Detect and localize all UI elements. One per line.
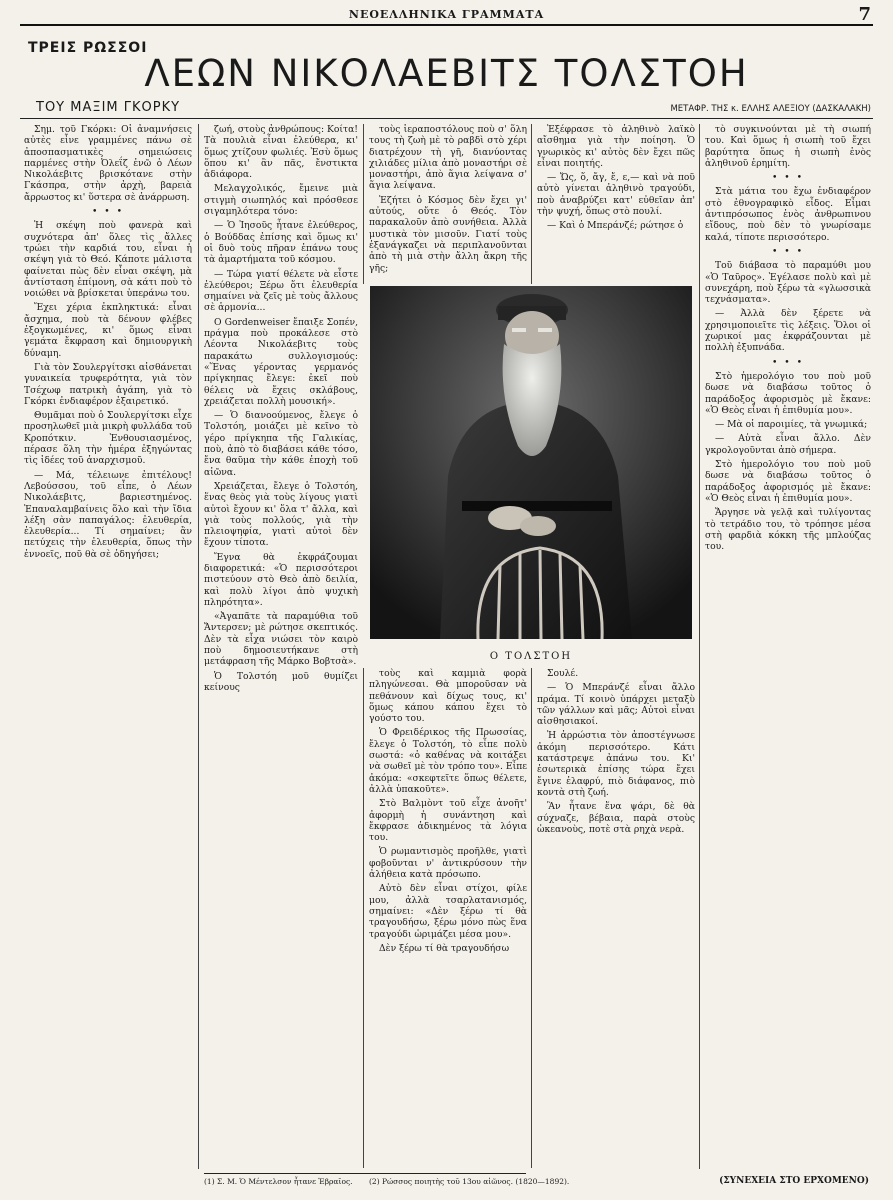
footnote-2: (2) Ρώσσος ποιητὴς τοῦ 13ου αἰῶνος. (1820—1892). <box>369 1177 570 1186</box>
paragraph: Σημ. τοῦ Γκόρκι: Οἱ ἀναμνήσεις αὐτὲς εἶνε γραμμένες πάνω σὲ ἀποσπασματικὲς σημειώσεις παρμένες στὴν Ὀλεΐζ ἐνῶ ὁ Λέων Νικολάεβιτς βρισκότανε στὴν Γκάσπρα, στὴν ἀρχὴ, βαρειὰ ἄρρωστος κι' ὕστερα σὲ ἀνάρρωση. <box>24 124 192 203</box>
column-rule <box>531 668 532 1168</box>
paragraph: ζωή, στοὺς ἀνθρώπους: Κοίτα! Τὰ πουλιὰ εἶναι ἐλεύθερα, κι' ὅμως χτίζουν φωλιές. Ἐσὺ ὅμως ὅπου κι' ἂν πᾶς, ἔνστικτα ἀδιάφορα. <box>204 124 358 181</box>
paragraph: Αὐτὸ δὲν εἶναι στίχοι, φίλε μου, ἀλλὰ τσαρλατανισμός, σημαίνει: «Δὲν ξέρω τί θὰ τραγουδήσω, ξέρω μόνο πὼς ἕνα τραγούδι ὡριμάζει μέσα μου». <box>369 883 527 940</box>
series-kicker: ΤΡΕΙΣ ΡΩΣΣΟΙ <box>28 40 148 56</box>
column-4-top <box>537 124 695 280</box>
portrait-illustration <box>370 286 692 639</box>
paragraph: Ἐζήτει ὁ Κόσμος δὲν ἔχει γι' αὐτούς, οὔτε ὁ Θεός. Τὸν παρακαλοῦν ἀπὸ συνήθεια. Ἀλλὰ μυστικὰ τὸν μισοῦν. Γιατί τοὺς ἐξανάγκαζει νὰ περιπλανοῦνται ἀπὸ τὴ μιὰ στὴν ἄλλη ἄκρη τῆς γῆς; <box>369 194 527 274</box>
column-3-bottom <box>369 668 527 1166</box>
paragraph: Θυμᾶμαι ποὺ ὁ Σουλεργίτσκι εἶχε προσηλωθεῖ μιὰ μικρὴ φυλλάδα τοῦ Κροπότκιν. Ἐνθουσιασμένος, πέρασε ὅλη τὴν ἡμέρα ἐξηγώντας τὶς ἰδέες τοῦ ἀναρχισμοῦ. <box>24 410 192 467</box>
paragraph: Ἡ ἀρρώστια τὸν ἀποστέγνωσε ἀκόμη περισσότερο. Κάτι κατάστρεψε ἀπάνω του. Κι' ἐσωτερικὰ ἐπίσης τώρα ἔχει ἔγινε ἐλαφρύ, πιὸ διάφανος, πιὸ κοντὰ στὴ ζωή. <box>537 730 695 798</box>
footnote-rule <box>204 1173 526 1174</box>
paragraph: Σουλέ. <box>547 668 579 679</box>
column-1 <box>24 124 192 1168</box>
paragraph: — Ὁ Μπεράνζέ εἶναι ἄλλο πράμα. Τί κοινὸ ὑπάρχει μεταξὺ τῶν γάλλων καὶ μᾶς; Αὐτοὶ εἶναι αἰσθησιακοί. <box>537 682 695 728</box>
paragraph: — Μὰ οἱ παροιμίες, τὰ γνωμικά; <box>715 419 868 431</box>
column-rule <box>699 124 700 1169</box>
paragraph: Μελαγχολικός, ἔμεινε μιὰ στιγμὴ σιωπηλός καὶ πρόσθεσε σιγαμηλότερα τόνο: <box>204 183 358 218</box>
section-divider: • • • <box>771 172 805 184</box>
paragraph: Δὲν ξέρω τί θὰ τραγουδήσω <box>379 942 510 954</box>
column-2 <box>204 124 358 1168</box>
column-4-bottom <box>537 668 695 1166</box>
section-divider: • • • <box>771 356 805 368</box>
article-headline: ΛΕΩΝ ΝΙΚΟΛΑΕΒΙΤΣ ΤΟΛΣΤΟΗ <box>144 52 749 95</box>
tolstoy-portrait-photo <box>370 286 692 639</box>
paragraph: Στὰ μάτια του ἔχω ἐνδιαφέρον στὸ ἐθνογραφικὸ εἶδος. Εἶμαι ἀντιπρόσωπος ἑνὸς ἀνθρωπινου εἴδους, ποὺ δὲν τὸ γνωρίσαμε καλά, τίποτε περισσότερο. <box>705 186 871 243</box>
masthead <box>20 6 873 26</box>
column-5 <box>705 124 871 1168</box>
paragraph: — Μά, τέλειωνε ἐπιτέλους! Λεβούσσου, τοῦ εἶπε, ὁ Λέων Νικολάεβιτς, βαριεστημένος. Ἐπαναλαμβαίνεις ὅλο καὶ τὴν ἴδια λέξη σὰν παπαγάλος: ἐλευθερία, ἐλευθερία... Τί σημαίνει; ἂν πετύχεις τὴν ἐλευθερία, ὅπως τὴν ἐννοεῖς, ποῦ θὰ σὲ ὁδηγήσει; <box>24 469 192 560</box>
translator-byline: ΜΕΤΑΦΡ. ΤΗΣ κ. ΕΛΛΗΣ ΑΛΕΞΙΟΥ (ΔΑΣΚΑΛΑΚΗ) <box>670 104 871 114</box>
paragraph: Στὸ Βαλμὸντ τοῦ εἶχε ἀνοῆτ' ἀφορμὴ ἡ συνάντηση καὶ ἔκφρασε ἀδικημένος τὰ λόγια του. <box>369 798 527 844</box>
section-divider: • • • <box>91 206 125 218</box>
paragraph: Ἄργησε νὰ γελᾷ καὶ τυλίγοντας τὸ τετράδιο του, τὸ τρόπησε μέσα στὴ φαρδιὰ κόκκη τῆς μπλούζας του. <box>705 507 871 553</box>
photo-caption: Ο ΤΟΛΣΤΟΗ <box>489 651 573 662</box>
paragraph: Τοῦ διάβασα τὸ παραμύθι μου «Ὁ Ταῦρος». Ἐγέλασε πολὺ καὶ μὲ συνεχάρη, ποὺ ξέρω τὰ «γλωσσικὰ τεχνάσματα». <box>705 260 871 306</box>
paragraph: Ο Gordenweiser ἔπαιξε Σοπέν, πράγμα ποὺ προκάλεσε στὸ Λέοντα Νικολάεβιτς τοὺς παρακάτω συλλογισμούς: «Ἕνας γέροντας γερμανός πρίγκηπας ἔλεγε: ἐκεῖ ποὺ θέλεις νὰ ἔχεις σκλάβους, χρειάζεται πολλὴ μουσική». <box>204 316 358 407</box>
paragraph: — Τώρα γιατί θέλετε νὰ εἶστε ἐλεύθεροι; Ξέρω ὅτι ἐλευθερία σημαίνει νὰ ζεῖς μὲ τοὺς ἄλλους σὲ ἁρμονία... <box>204 268 358 314</box>
section-divider: • • • <box>771 245 805 257</box>
header-rule <box>20 118 873 119</box>
paragraph: Ἡ σκέψη ποὺ φανερὰ καὶ συχνότερα ἀπ' ὅλες τὶς ἄλλες τρώει τὴν καρδιά του, εἶναι ἡ σκέψη γιὰ τὸ Θεό. Κάποτε μάλιστα φαίνεται πὼς δὲν εἶναι σκέψη, μὰ ἀντίσταση ἐπίμονη, σὰ κάτι ποὺ τὸ νοιώθει νὰ βρίσκεται ὑπεράνω του. <box>24 220 192 300</box>
column-rule <box>531 124 532 284</box>
footnote-1: (1) Σ. Μ. Ὁ Μέντελσον ἦτανε Ἑβραῖος. <box>204 1177 353 1186</box>
paragraph: — Καὶ ὁ Μπεράνζέ; ρώτησε ὁ <box>547 220 684 232</box>
column-rule <box>198 124 199 1169</box>
paragraph: Ἂν ἦτανε ἕνα ψάρι, δὲ θὰ σύχναζε, βέβαια, παρὰ στοὺς ὠκεανοὺς, ποτὲ στὰ ρηχὰ νερὰ. <box>537 801 695 835</box>
column-3-top <box>369 124 527 280</box>
paragraph: Χρειάζεται, ἔλεγε ὁ Τολστόη, ἕνας θεὸς γιὰ τοὺς λίγους γιατὶ αὐτοὶ ἔχουν κι' ὅλα τ' ἄλλα, καὶ γιὰ τοὺς πολλούς, γιὰ τὴν πλειοψηφία, γιατὶ αὐτοὶ δὲν ἔχουν τίποτα. <box>204 480 358 549</box>
paragraph: τοὺς καὶ καμμιὰ φορὰ πληγώνεσαι. Θὰ μποροῦσαν νὰ πεθάνουν καὶ δίχως τους, κι' ὅμως κάπου κάπου ἔχει τὸ γούστο του. <box>369 668 527 725</box>
page-number: 7 <box>858 4 871 25</box>
continued-notice: (ΣΥΝΕΧΕΙΑ ΣΤΟ ΕΡΧΟΜΕΝΟ) <box>719 1176 869 1186</box>
paragraph: Στὸ ἡμερολόγιο του ποὺ μοῦ δωσε νὰ διαβάσω τοῦτος ὁ παράδοξος ἀφορισμός μὲ ἔκανε: «Ὁ Θεὸς εἶναι ἡ ἐπιθυμία μου». <box>705 459 871 504</box>
paragraph: — Αὐτὰ εἶναι ἄλλο. Δὲν γκρολογοῦνται ἀπὸ σήμερα. <box>705 433 871 456</box>
paragraph: — Ὁ Ἰησοῦς ἦτανε ἐλεύθερος, ὁ Βούδδας ἐπίσης καὶ ὅμως κι' οἱ δυὸ τοὺς πῆραν ἐπάνω τους τὰ ἁμαρτήματα τοῦ κόσμου. <box>204 220 358 266</box>
paragraph: — Ὁ διανοούμενος, ἔλεγε ὁ Τολστόη, μοιάζει μὲ κεῖνο τὸ γέρο πρίγκηπα τῆς Γαλικίας, ποὺ, ἀπὸ τὸ διαβάσει κάθε τόσο, ἔνα θαῦμα τὴν κάθε ἐποχὴ τοῦ αἰῶνα. <box>204 410 358 478</box>
paragraph: «Ἀγαπᾶτε τὰ παραμύθια τοῦ Ἄντερσεν; μὲ ρώτησε σκεπτικός. Δὲν τὰ εἶχα νιώσει τὸν καιρὸ ποὺ δημοσιευτήκανε στὴ μετάφραση τῆς Μάρκο Βοβτσὰ». <box>204 611 358 668</box>
paragraph: Γιὰ τὸν Σουλεργίτσκι αἰσθάνεται γυναικεία τρυφερότητα, γιὰ τὸν Τσέχωφ πατρικὴ ἀγάπη, γιὰ τὸ Γκόρκι ἐνδιαφέρον ἐξαιρετικό. <box>24 361 192 407</box>
paragraph: Ὁ Φρειδέρικος τῆς Πρωσσίας, ἔλεγε ὁ Τολστόη, τὸ εἶπε πολὺ σωστά: «ὁ καθένας νὰ κοιτάξει νὰ σωθεῖ μὲ τὸν τρόπο του». Εἶπε ἀκόμα: «σκεφτεῖτε ὅπως θέλετε, ἀλλὰ ὑπακοῦτε». <box>369 727 527 795</box>
paragraph: τὸ συγκινούνται μὲ τὴ σιωπή του. Καὶ ὅμως ἡ σιωπὴ τοῦ ἔχει βαρύτητα ὅπως ἡ σιωπὴ ἑνὸς ἀληθινοῦ ἐρημίτη. <box>705 124 871 169</box>
author-byline: ΤΟΥ ΜΑΞΙΜ ΓΚΟΡΚΥ <box>36 100 181 115</box>
column-rule <box>363 124 364 284</box>
publication-name: ΝΕΟΕΛΛΗΝΙΚΑ ΓΡΑΜΜΑΤΑ <box>348 8 545 21</box>
column-rule <box>363 668 364 1168</box>
paragraph: Στὸ ἡμερολόγιο του ποὺ μοῦ δωσε νὰ διαβάσω τοῦτος ὁ παράδοξος ἀφορισμὸς μὲ ἔκανε: «Ὁ Θεὸς εἶναι ἡ ἐπιθυμία μου». <box>705 370 871 416</box>
paragraph: Ὁ Τολστόη μοῦ θυμίζει κείνους <box>204 670 358 693</box>
paragraph: Ἔγνα θὰ ἐκφράζουμαι διαφορετικά: «Ὁ περισσότεροι πιστεύουν στὸ Θεὸ ἀπὸ δειλία, καὶ πολὺ λίγοι ἀπὸ ψυχικὴ πληρότητα». <box>204 551 358 608</box>
paragraph: — Ἀλλὰ δὲν ξέρετε νὰ χρησιμοποιεῖτε τὶς λέξεις. Ὅλοι οἱ χωρικοί μας ἐκφράζουνται μὲ πολλὴ ἐξυπνάδα. <box>705 308 871 354</box>
paragraph: τοὺς ἱεραποστόλους ποὺ σ' ὅλη τους τὴ ζωὴ μὲ τὸ ραβδὶ στὸ χέρι διατρέχουν τὴ γῆ, διανύοντας χιλιάδες μίλια ἀπὸ μοναστήρι σὲ μοναστήρι, ἀπὸ ἅγια λείψανα σ' ἅγια λείψανα. <box>369 124 527 192</box>
paragraph: — Ὤς, ὅ, ἄγ, ἔ, ε,— καὶ νὰ ποῦ αὐτὸ γίνεται ἀληθινὸ τραγούδι, ποὺ ἀναβρύζει κατ' εὐθεῖαν ἀπ' τὴν ψυχή, ὅπως στὸ πουλί. <box>537 172 695 218</box>
paragraph: Ὁ ρωμαντισμὸς προῆλθε, γιατὶ φοβοῦνται ν' ἀντικρύσουν τὴν ἀλήθεια κατὰ πρόσωπο. <box>369 846 527 881</box>
paragraph: Ἐξέφρασε τὸ ἀληθινὸ λαϊκὸ αἴσθημα γιὰ τὴν ποίηση. Ὁ γνωρικὸς κι' αὐτὸς δὲν ἔχει πῶς εἶναι ποιητής. <box>537 124 695 169</box>
paragraph: Ἔχει χέρια ἐκπληκτικά: εἶναι ἄσχημα, ποὺ τὰ δένουν φλέβες ἐξογκωμένες, κι' ὅμως εἶναι γεμάτα ἔκφραση καὶ δημιουργικὴ δύναμη. <box>24 302 192 359</box>
